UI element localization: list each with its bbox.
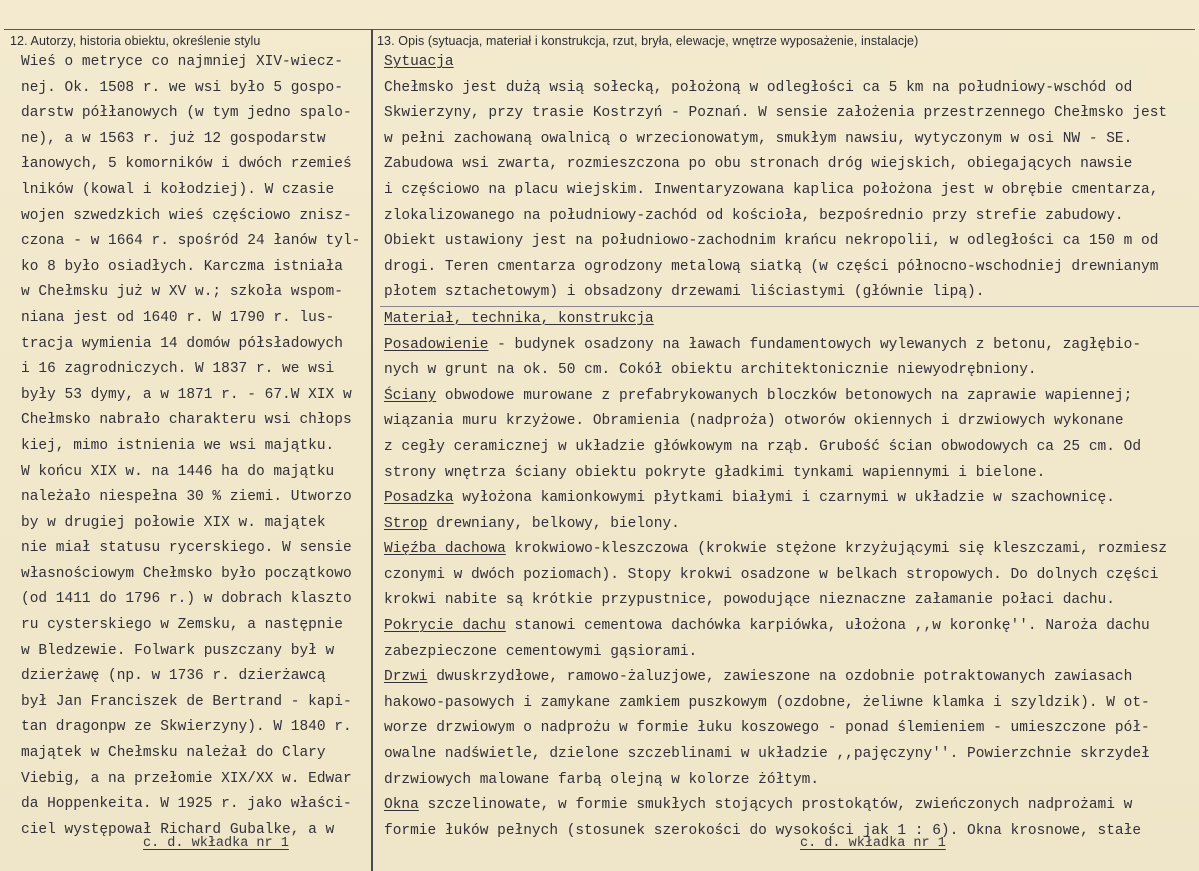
history-text-line: nej. Ok. 1508 r. we wsi było 5 gospo- bbox=[21, 79, 343, 96]
history-text-line: niana jest od 1640 r. W 1790 r. lus- bbox=[21, 309, 335, 326]
description-text: płotem sztachetowym) i obsadzony drzewami liściastymi (głównie lipą). bbox=[384, 284, 985, 301]
history-text-line: tracja wymienia 14 domów półsładowych bbox=[21, 335, 343, 352]
description-text-line bbox=[384, 537, 1196, 563]
description-text-line bbox=[384, 101, 1196, 127]
description-text: stanowi cementowa dachówka karpiówka, ułożona ,,w koronkę''. Naroża dachu bbox=[505, 618, 1150, 635]
description-text-line bbox=[384, 614, 1196, 640]
history-text-line: by w drugiej połowie XIX w. majątek bbox=[21, 514, 326, 531]
section-label: Materiał, technika, konstrukcja bbox=[384, 310, 654, 327]
section-label: Więźba dachowa bbox=[384, 541, 506, 558]
history-column bbox=[21, 50, 366, 843]
description-text-line bbox=[384, 229, 1196, 255]
description-text: hakowo-pasowych i zamykane zamkiem puszkowym (ozdobne, żeliwne klamka i szyldzik). W ot- bbox=[384, 694, 1150, 711]
section-label: Sytuacja bbox=[384, 54, 454, 70]
description-text: Obiekt ustawiony jest na południowo-zachodnim krańcu nekropolii, w odległości ca 150 m od bbox=[384, 233, 1159, 250]
history-text-line: łanowych, 5 komorników i dwóch rzemieś bbox=[21, 156, 352, 173]
description-text: krokwiowo-kleszczowa (krokwie stężone krzyżującymi się kleszczami, rozmiesz bbox=[505, 541, 1168, 558]
history-text-line: ko 8 było osiadłych. Karczma istniała bbox=[21, 258, 343, 275]
description-text-line bbox=[384, 358, 1196, 384]
description-text-line bbox=[384, 742, 1196, 768]
history-text-line: był Jan Franciszek de Bertrand - kapi- bbox=[21, 693, 352, 710]
description-text: dwuskrzydłowe, ramowo-żaluzjowe, zawieszone na ozdobnie potraktowanych zawiasach bbox=[427, 669, 1133, 686]
description-text-line bbox=[384, 435, 1196, 461]
description-text: strony wnętrza ściany obiektu pokryte gładkimi tynkami wapiennymi i bielone. bbox=[384, 464, 1046, 481]
description-text-line bbox=[384, 409, 1196, 435]
history-text-line: kiej, mimo istnienia we wsi majątku. bbox=[21, 437, 335, 454]
history-text-line: dzierżawę (np. w 1736 r. dzierżawcą bbox=[21, 668, 326, 685]
description-text-line bbox=[384, 588, 1196, 614]
description-text-line bbox=[384, 563, 1196, 589]
description-text: i częściowo na placu wiejskim. Inwentaryzowana kaplica położona jest w obrębie cmentarza, bbox=[384, 181, 1159, 198]
description-text: krokwi nabite są krótkie przypustnice, powodujące nieznaczne załamanie połaci dachu. bbox=[384, 592, 1115, 609]
description-text-line bbox=[384, 716, 1196, 742]
history-text-line: (od 1411 do 1796 r.) w dobrach klaszto bbox=[21, 591, 352, 608]
description-text-line bbox=[384, 280, 1196, 306]
description-column bbox=[384, 50, 1196, 844]
description-text-line bbox=[384, 333, 1196, 359]
description-text-line bbox=[384, 178, 1196, 204]
description-text: obwodowe murowane z prefabrykowanych bloczków betonowych na zaprawie wapiennej; bbox=[436, 387, 1133, 404]
description-text-line bbox=[384, 127, 1196, 153]
description-text: nych w grunt na ok. 50 cm. Cokół obiektu architektonicznie niewyodrębniony. bbox=[384, 362, 1037, 379]
history-text-line: Chełmsko nabrało charakteru wsi chłops bbox=[21, 412, 352, 429]
history-text-line: darstw półłanowych (w tym jedno spalo- bbox=[21, 105, 352, 122]
history-text-line: majątek w Chełmsku należał do Clary bbox=[21, 745, 326, 762]
header-rule bbox=[4, 29, 1195, 30]
description-text: szczelinowate, w formie smukłych stojących prostokątów, zwieńczonych nadprożami w bbox=[418, 797, 1133, 814]
history-text-line: i 16 zagrodniczych. W 1837 r. we wsi bbox=[21, 361, 335, 378]
description-text: - budynek osadzony na ławach fundamentowych wylewanych z betonu, zagłębio- bbox=[488, 336, 1142, 353]
history-text-line: w Bledzewie. Folwark puszczany był w bbox=[21, 642, 335, 659]
history-text-line: były 53 dymy, a w 1871 r. - 67.W XIX w bbox=[21, 386, 352, 403]
description-text-line bbox=[384, 691, 1196, 717]
continuation-note-right: c. d. wkładka nr 1 bbox=[800, 836, 946, 851]
description-text: Zabudowa wsi zwarta, rozmieszczona po obu stronach dróg wiejskich, obiegających nawsie bbox=[384, 156, 1133, 173]
history-text-line: wojen szwedzkich wieś częściowo znisz- bbox=[21, 207, 352, 224]
history-text-line: lników (kowal i kołodziej). W czasie bbox=[21, 181, 335, 198]
description-text-line bbox=[384, 204, 1196, 230]
history-text-line: W końcu XIX w. na 1446 ha do majątku bbox=[21, 463, 335, 480]
description-text-line bbox=[384, 768, 1196, 794]
description-text: wiązania muru krzyżowe. Obramienia (nadproża) otworów okiennych i drzwiowych wykonane bbox=[384, 413, 1124, 430]
description-text-line bbox=[384, 819, 1196, 845]
description-text: z cegły ceramicznej w układzie główkowym na rząb. Grubość ścian obwodowych ca 25 cm. Od bbox=[384, 438, 1142, 455]
description-text-line bbox=[384, 50, 1196, 76]
history-text-line: ne), a w 1563 r. już 12 gospodarstw bbox=[21, 130, 326, 147]
description-text: czonymi w dwóch poziomach). Stopy krokwi osadzone w belkach stropowych. Do dolnych części bbox=[384, 566, 1159, 583]
history-text-line: da Hoppenkeita. W 1925 r. jako właści- bbox=[21, 796, 352, 813]
history-text-line: nie miał statusu rycerskiego. W sensie bbox=[21, 540, 352, 557]
history-text-line: należało niespełna 30 % ziemi. Utworzo bbox=[21, 489, 352, 506]
description-text: w pełni zachowaną owalnicą o wrzecionowatym, smukłym nawsiu, wytyczonym w osi NW - SE. bbox=[384, 130, 1133, 147]
history-text-line: w Chełmsku już w XV w.; szkoła wspom- bbox=[21, 284, 343, 301]
history-text-line: Wieś o metryce co najmniej XIV-wiecz- bbox=[21, 54, 343, 70]
section-label: Drzwi bbox=[384, 669, 428, 686]
description-text-line bbox=[384, 640, 1196, 666]
continuation-note-left: c. d. wkładka nr 1 bbox=[143, 836, 289, 851]
section-label: Pokrycie dachu bbox=[384, 618, 506, 635]
description-text-line bbox=[384, 76, 1196, 102]
section-label: Okna bbox=[384, 797, 419, 814]
description-text: worze drzwiowym o nadprożu w formie łuku koszowego - ponad ślemieniem - umieszczone pół- bbox=[384, 720, 1150, 737]
section-12-heading: 12. Autorzy, historia obiektu, określenie stylu bbox=[10, 34, 261, 48]
description-text: wyłożona kamionkowymi płytkami białymi i czarnymi w układzie w szachownicę. bbox=[453, 490, 1115, 507]
section-label: Ściany bbox=[384, 387, 437, 404]
description-text: Chełmsko jest dużą wsią sołecką, położoną w odległości ca 5 km na południowy-wschód od bbox=[384, 79, 1133, 96]
description-text: drogi. Teren cmentarza ogrodzony metalową siatką (w części północno-wschodniej drewnianym bbox=[384, 258, 1159, 275]
description-text-line bbox=[384, 307, 1196, 333]
history-text-line: własnościowym Chełmsko było początkowo bbox=[21, 565, 352, 582]
description-text: zabezpieczone cementowymi gąsiorami. bbox=[384, 643, 698, 660]
description-text-line bbox=[384, 665, 1196, 691]
section-label: Posadzka bbox=[384, 490, 454, 507]
history-text-line: czona - w 1664 r. spośród 24 łanów tyl- bbox=[21, 233, 361, 250]
description-text-line bbox=[384, 152, 1196, 178]
description-text-line bbox=[384, 793, 1196, 819]
section-label: Strop bbox=[384, 515, 428, 532]
history-text-line: ru cysterskiego w Zemsku, a następnie bbox=[21, 617, 343, 634]
section-label: Posadowienie bbox=[384, 336, 489, 353]
description-text: Skwierzyny, przy trasie Kostrzyń - Poznań. W sensie założenia przestrzennego Chełmsko jest bbox=[384, 105, 1168, 122]
history-text-line: Viebig, a na przełomie XIX/XX w. Edwar bbox=[21, 770, 352, 787]
description-text-line bbox=[384, 255, 1196, 281]
description-text: zlokalizowanego na południowy-zachód od kościoła, bezpośrednio przy strefie zabudowy. bbox=[384, 207, 1124, 224]
history-text-line: tan dragonpw ze Skwierzyny). W 1840 r. bbox=[21, 719, 352, 736]
description-text-line bbox=[384, 461, 1196, 487]
description-text-line bbox=[384, 512, 1196, 538]
description-text: owalne nadświetle, dzielone szczeblinami w układzie ,,pajęczyny''. Powierzchnie skrzydeł bbox=[384, 746, 1150, 763]
section-13-heading: 13. Opis (sytuacja, materiał i konstrukcja, rzut, bryła, elewacje, wnętrze wyposażenie, instalacje) bbox=[377, 34, 919, 48]
description-text: formie łuków pełnych (stosunek szerokości do wysokości jak 1 : 6). Okna krosnowe, stałe bbox=[384, 822, 1142, 839]
description-text: drewniany, belkowy, bielony. bbox=[427, 515, 680, 532]
description-text-line bbox=[384, 486, 1196, 512]
history-text-line: ciel występował Richard Gubalke, a w bbox=[21, 821, 335, 838]
description-text-line bbox=[384, 384, 1196, 410]
description-text: drzwiowych malowane farbą olejną w kolorze żółtym. bbox=[384, 771, 820, 788]
column-divider bbox=[371, 29, 373, 871]
